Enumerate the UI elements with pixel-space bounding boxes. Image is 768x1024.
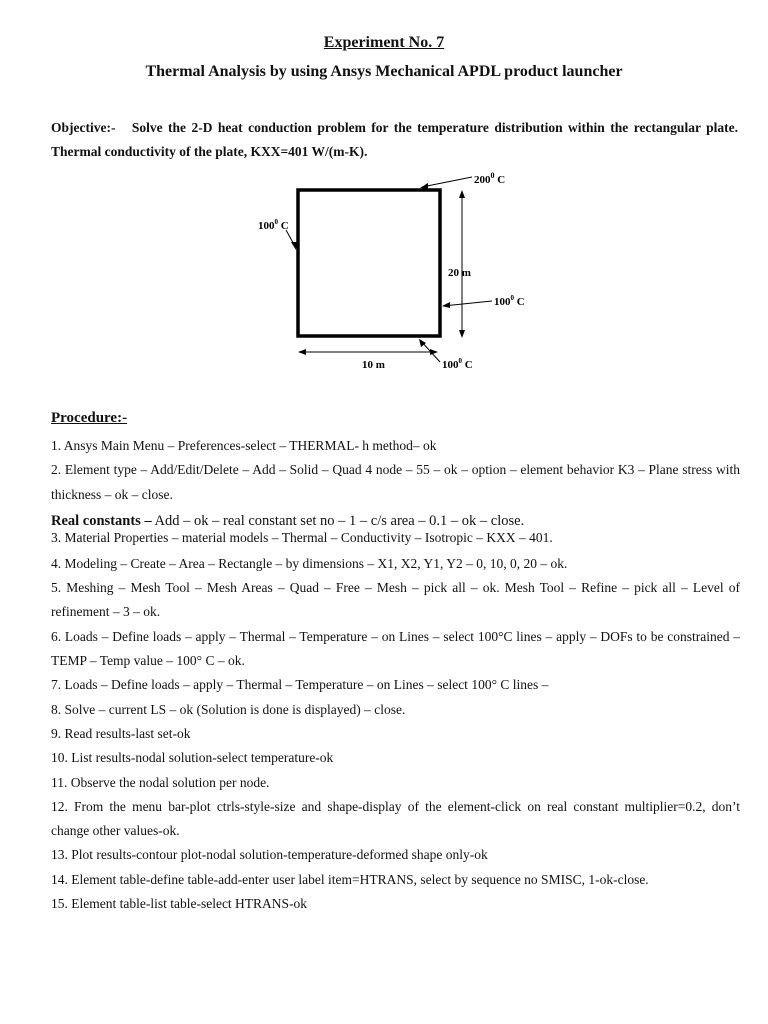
objective-label: Objective:-	[51, 120, 116, 135]
procedure-heading: Procedure:-	[51, 410, 128, 426]
objective-paragraph	[51, 116, 738, 164]
step-7: 7. Loads – Define loads – apply – Thermal – Temperature – on Lines – select 100° C lines –	[51, 677, 549, 693]
step-3: 3. Material Properties – material models – Thermal – Conductivity – Isotropic – KXX – 401.	[51, 529, 553, 545]
real-constants-text: Add – ok – real constant set no – 1 – c/s area – 0.1 – ok – close.	[154, 512, 525, 529]
procedure-steps	[51, 434, 740, 916]
step-13: 13. Plot results-contour plot-nodal solution-temperature-deformed shape only-ok	[51, 847, 488, 863]
right-temp-label: $100^0$ C	[494, 294, 525, 308]
real-constants-step	[51, 507, 740, 529]
step-10: 10. List results-nodal solution-select temperature-ok	[51, 750, 334, 766]
plate-rectangle	[298, 190, 440, 336]
step-5: 5. Meshing – Mesh Tool – Mesh Areas – Quad – Free – Mesh – pick all – ok. Mesh Tool – Refine – pick all – Level of refinement – 3 – ok.	[51, 580, 740, 620]
bottom-temp-label: $100^0$ C	[442, 357, 473, 371]
page-title: Thermal Analysis by using Ansys Mechanical APDL product launcher	[145, 63, 623, 80]
top-temp-label: $200^0$ C	[474, 171, 506, 186]
height-label: 20 m	[448, 267, 471, 279]
step-4: 4. Modeling – Create – Area – Rectangle – by dimensions – X1, X2, Y1, Y2 – 0, 10, 0, 20 – ok.	[51, 555, 568, 571]
step-6: 6. Loads – Define loads – apply – Thermal – Temperature – on Lines – select 100°C lines – apply – DOFs to be constrained – TEMP – Temp value – 100° C – ok.	[51, 628, 740, 669]
step-15: 15. Element table-list table-select HTRANS-ok	[51, 896, 308, 912]
real-constants-label: Real constants –	[51, 512, 152, 529]
plate-diagram	[240, 168, 540, 378]
step-11: 11. Observe the nodal solution per node.	[51, 774, 270, 790]
objective-text: Solve the 2-D heat conduction problem for the temperature distribution within the rectangular plate. Thermal conductivity of the plate, KXX=401 W/(m-K).	[51, 120, 739, 159]
step-2: 2. Element type – Add/Edit/Delete – Add – Solid – Quad 4 node – 55 – ok – option – element behavior K3 – Plane stress with thickness – ok – close.	[51, 462, 740, 502]
width-label: 10 m	[362, 359, 385, 371]
step-12: 12. From the menu bar-plot ctrls-style-size and shape-display of the element-click on real constant multiplier=0.2, don’t change other values-ok.	[51, 798, 740, 839]
step-9: 9. Read results-last set-ok	[51, 725, 191, 741]
step-1: 1. Ansys Main Menu – Preferences-select – THERMAL- h method– ok	[51, 438, 437, 453]
left-temp-label: $100^0$ C	[258, 218, 289, 232]
top-temp-arrow	[422, 177, 472, 187]
step-14: 14. Element table-define table-add-enter user label item=HTRANS, select by sequence no SMISC, 1-ok-close.	[51, 871, 649, 887]
step-8: 8. Solve – current LS – ok (Solution is done is displayed) – close.	[51, 701, 406, 717]
experiment-number: Experiment No. 7	[323, 34, 445, 51]
right-temp-arrow	[443, 301, 492, 306]
